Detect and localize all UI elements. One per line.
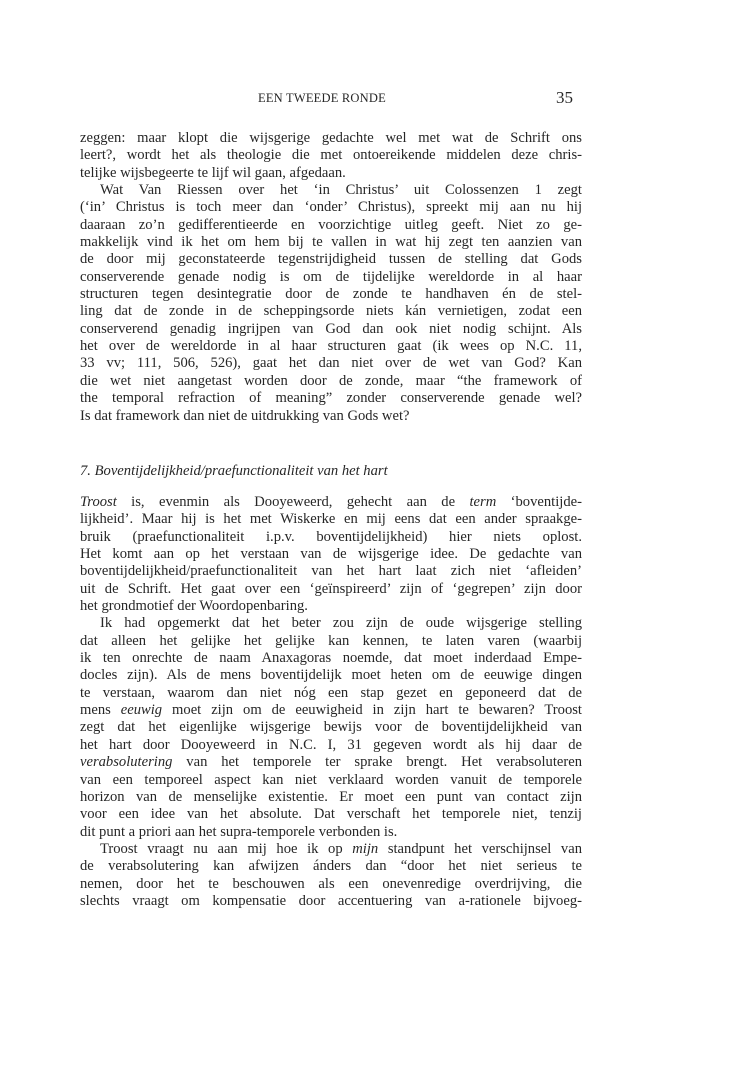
text-line: te verstaan, waarom dan niet nóg een stap gezet en geponeerd dat de [80, 684, 582, 701]
section-title: Boventijdelijkheid/praefunctionaliteit van het hart [94, 463, 388, 479]
text-line: zegt dat het eigenlijke wijsgerige bewijs voor de boventijdelijkheid van [80, 719, 582, 736]
text-line [80, 841, 582, 858]
text-line: lijkheid’. Maar hij is het met Wiskerke en mij eens dat een ander spraakge- [80, 511, 582, 528]
text-line: voor een idee van het absolute. Dat verschaft het temporele niet, tenzij [80, 806, 582, 823]
text-line: het hart door Dooyeweerd in N.C. I, 31 gegeven wordt als hij daar de [80, 736, 582, 753]
text-line: docles zijn). Als de mens boventijdelijk moet heten om de eeuwige dingen [80, 667, 582, 684]
text-fragment: standpunt het verschijnsel van [378, 840, 582, 857]
text-line: the temporal refraction of meaning” zonder conserverende genade wel? [80, 390, 582, 407]
section-seven-text [80, 494, 582, 910]
text-line: die wet niet aangetast worden door de zonde, maar “the framework of [80, 372, 582, 389]
text-line: slechts vraagt om kompensatie door accentuering van a-rationele bijvoeg- [80, 892, 582, 909]
running-header-title: EEN TWEEDE RONDE [258, 91, 386, 105]
text-line: horizon van de menselijke existentie. Er moet een punt van contact zijn [80, 788, 582, 805]
text-line: makkelijk vind ik het om hem bij te vallen in wat hij zegt ten aanzien van [80, 234, 582, 251]
text-line: Is dat framework dan niet de uitdrukking van Gods wet? [80, 407, 410, 424]
text-line [80, 494, 582, 511]
text-line [80, 754, 582, 771]
text-line: structuren tegen desintegratie door de zonde te handhaven én de stel- [80, 286, 582, 303]
text-line: boventijdelijkheid/praefunctionaliteit van het hart laat zich niet ‘afleiden’ [80, 563, 582, 580]
text-line: Ik had opgemerkt dat het beter zou zijn de oude wijsgerige stelling [100, 615, 582, 632]
text-fragment: van het temporele ter sprake brengt. Het verabsoluteren [172, 754, 582, 771]
text-line: het over de wereldorde in al haar structuren gaat (ik wees op N.C. 11, [80, 338, 582, 355]
emphasized-word: verabsolutering [80, 754, 173, 771]
text-line: bruik (praefunctionaliteit i.p.v. boventijdelijkheid) hier niets oplost. [80, 528, 582, 545]
text-line: zeggen: maar klopt die wijsgerige gedachte wel met wat de Schrift ons [80, 130, 582, 146]
text-line: Wat Van Riessen over het ‘in Christus’ uit Colossenzen 1 zegt [100, 182, 582, 199]
text-line [80, 702, 582, 719]
text-line: (‘in’ Christus is toch meer dan ‘onder’ Christus), spreekt mij aan nu hij [80, 199, 582, 216]
emphasized-term: term [469, 494, 497, 510]
text-line: nemen, door het te beschouwen als een onevenredige overdrijving, die [80, 875, 582, 892]
text-fragment: Troost vraagt nu aan mij hoe ik op [100, 840, 353, 857]
emphasized-word: eeuwig [120, 702, 163, 719]
text-fragment: mens [80, 702, 121, 719]
text-line: van een temporeel aspect kan niet verklaard worden vanuit de temporele [80, 771, 582, 788]
text-line: telijke wijsbegeerte te lijf wil gaan, afgedaan. [80, 164, 346, 181]
text-line: 33 vv; 111, 506, 526), gaat het dan niet over de wet van God? Kan [80, 355, 582, 372]
text-fragment: is, evenmin als Dooyeweerd, gehecht aan de [116, 494, 470, 510]
text-line: dat alleen het gelijke het gelijke kan kennen, te laten varen (waarbij [80, 632, 582, 649]
text-line: de door mij geconstateerde tegenstrijdigheid tussen de stelling dat Gods [80, 251, 582, 268]
text-line: uit de Schrift. Het gaat over een ‘geïnspireerd’ zijn of ‘gegrepen’ zijn door [80, 580, 582, 597]
page-number: 35 [556, 88, 573, 107]
text-fragment: ‘boventijde- [496, 494, 582, 510]
text-line: het grondmotief der Woordopenbaring. [80, 598, 308, 615]
text-line: ik ten onrechte de naam Anaxagoras noemde, dat moet inderdaad Empe- [80, 650, 582, 667]
text-line: daaraan zo’n gedifferentieerde en voorzichtige uitleg geeft. Niet zo ge- [80, 216, 582, 233]
emphasized-word: mijn [352, 840, 379, 857]
text-line: dit punt a priori aan het supra-temporele verbonden is. [80, 823, 398, 840]
text-line: leert?, wordt het als theologie die met ontoereikende middelen deze chris- [80, 147, 582, 164]
section-heading [80, 463, 388, 480]
text-fragment: moet zijn om de eeuwigheid in zijn hart te bewaren? Troost [162, 702, 582, 719]
text-line: conserverend genadig ingrijpen van God dan ook niet nodig schijnt. Als [80, 320, 582, 337]
section-number: 7. [80, 463, 91, 479]
author-name-troost: Troost [80, 494, 117, 510]
text-line: Het komt aan op het verstaan van de wijsgerige idee. De gedachte van [80, 546, 582, 563]
section-six-text [80, 130, 582, 425]
text-line: de verabsolutering kan afwijzen ánders dan “door het niet serieus te [80, 858, 582, 875]
text-line: ling dat de zonde in de scheppingsorde niets kán vernietigen, zodat een [80, 303, 582, 320]
text-line: conserverende genade nodig is om de tijdelijke wereldorde in al haar [80, 268, 582, 285]
